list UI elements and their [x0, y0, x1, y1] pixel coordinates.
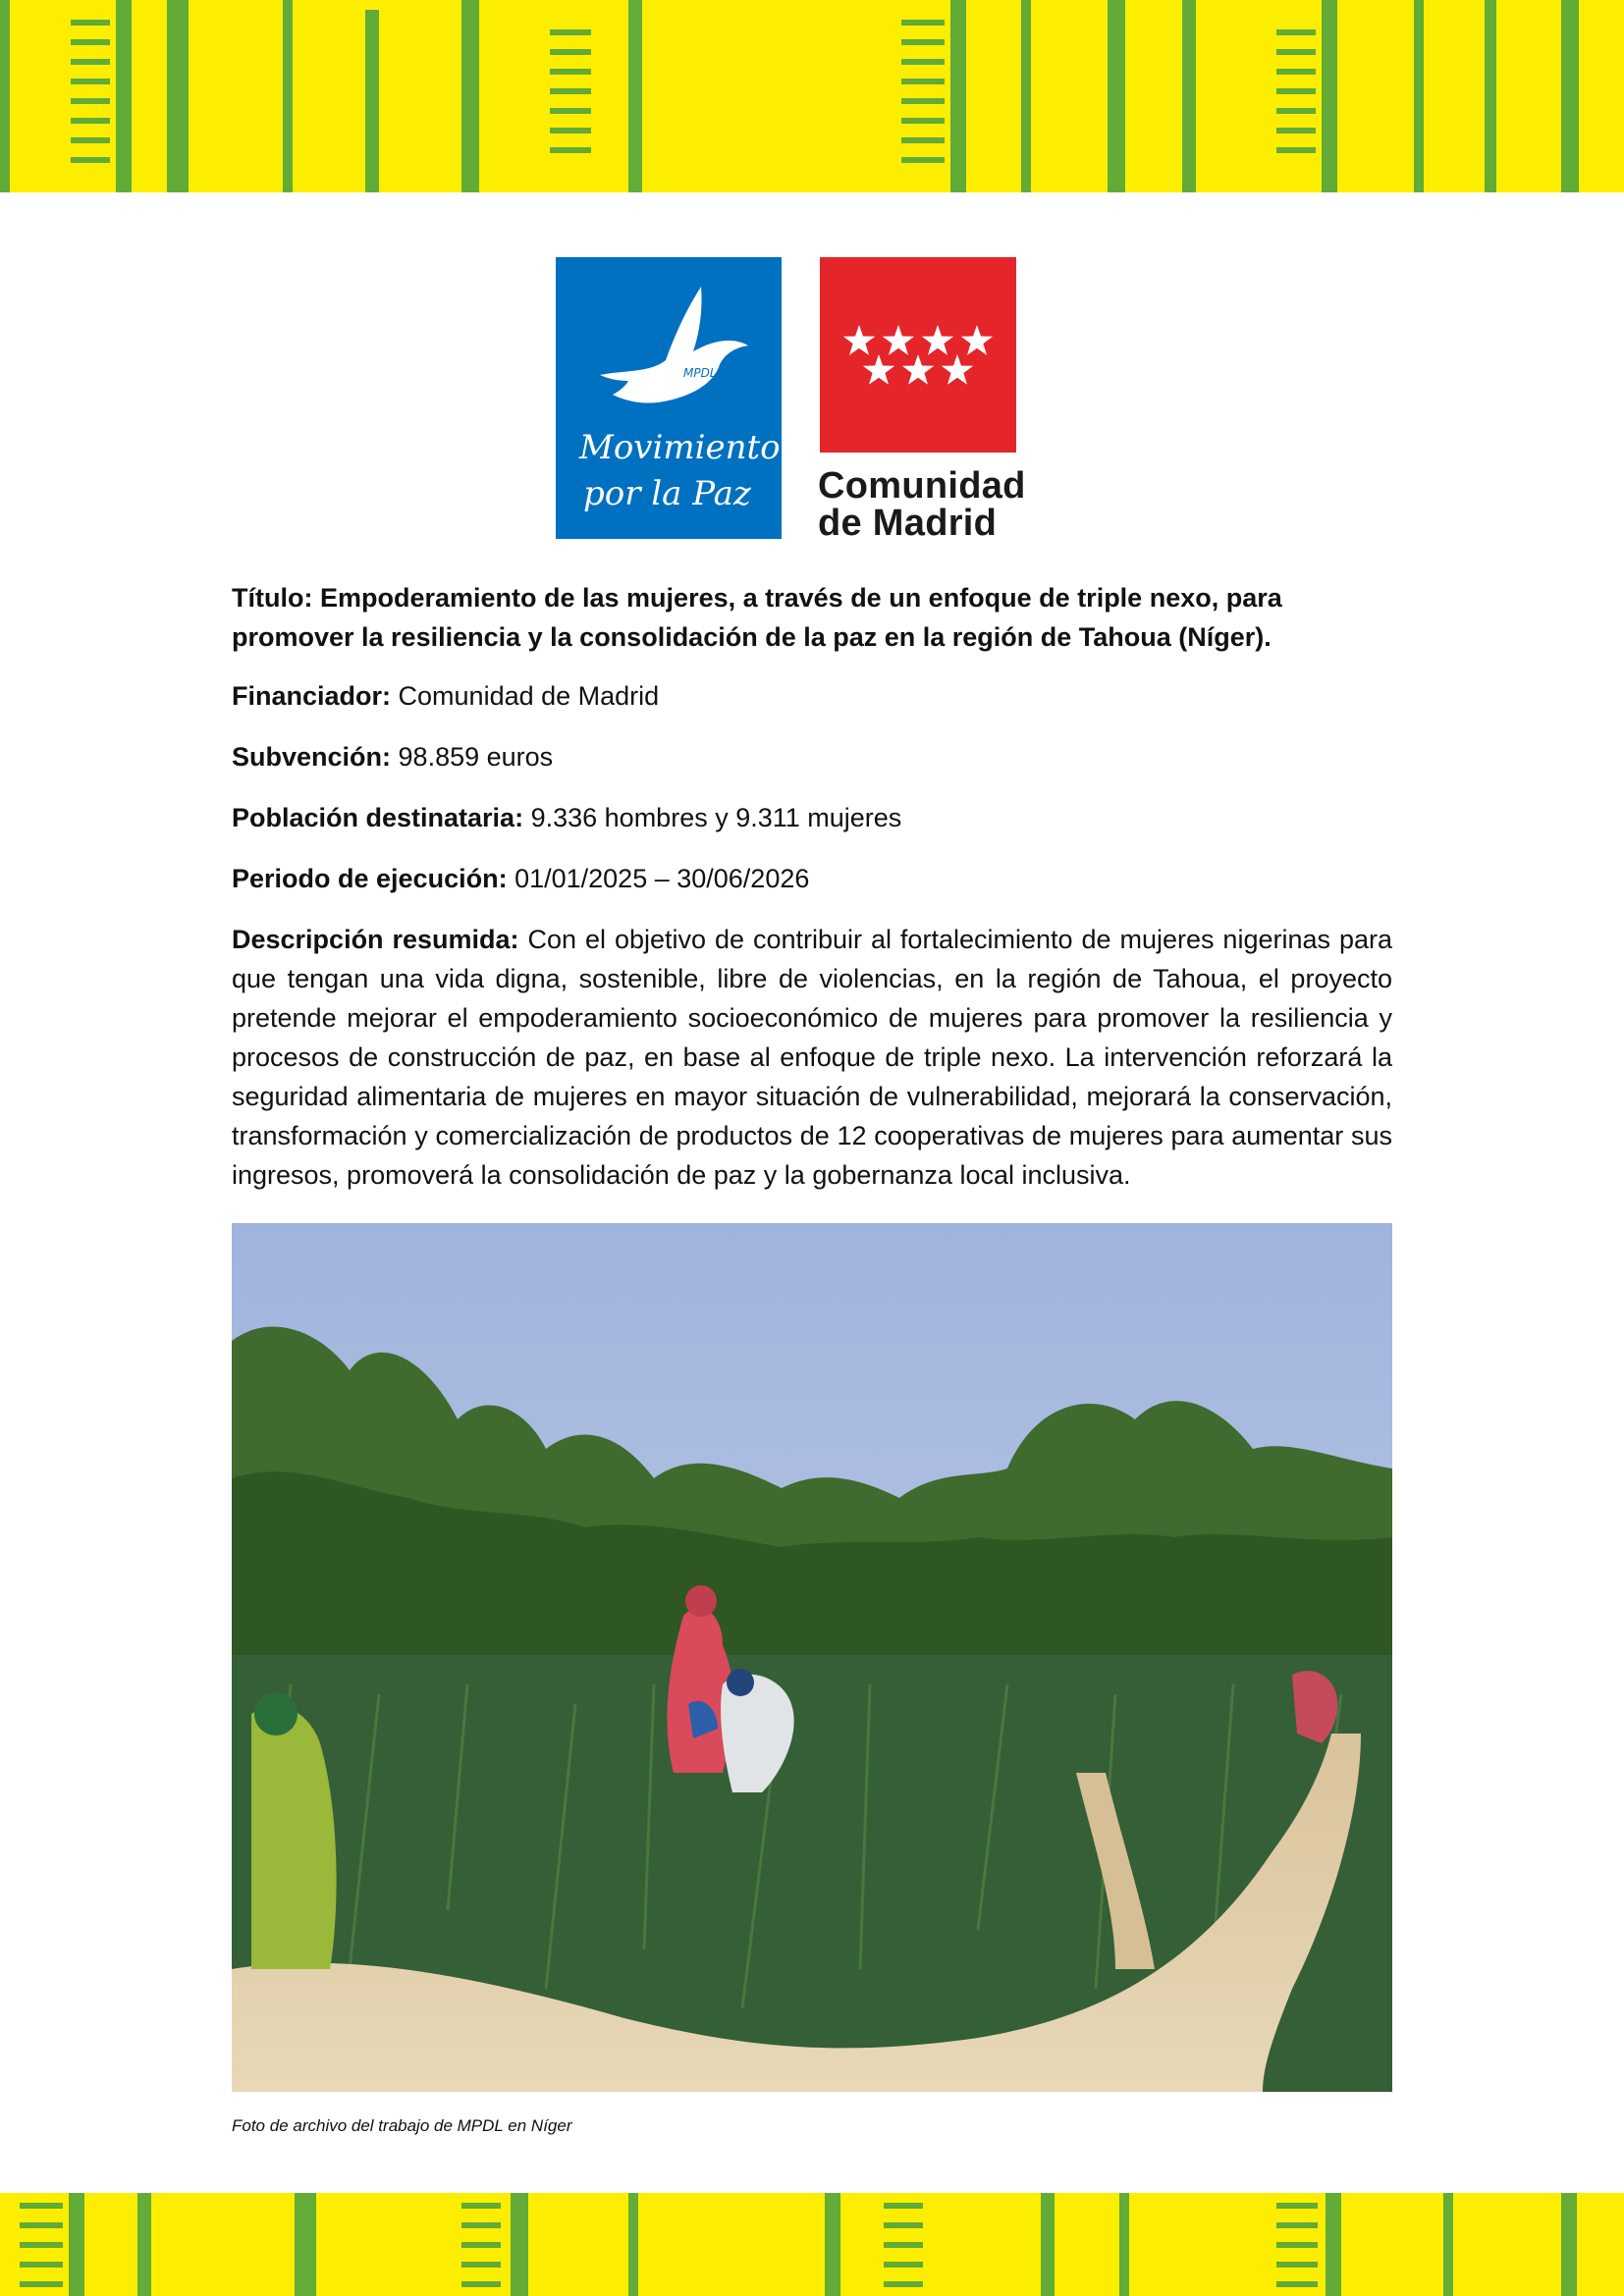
field-label: Subvención:: [232, 742, 392, 772]
dove-icon: [556, 257, 782, 539]
band-pattern: [0, 2193, 1624, 2296]
comunidad-madrid-logo: [818, 257, 1026, 544]
field-value: 01/01/2025 – 30/06/2026: [514, 864, 810, 893]
logos-header: [556, 257, 1026, 544]
field-label: Población destinataria:: [232, 803, 524, 832]
svg-text:Movimiento: Movimiento: [579, 428, 781, 467]
top-decorative-band: [0, 0, 1624, 192]
field-label: Periodo de ejecución:: [232, 864, 508, 893]
field-value: 9.336 hombres y 9.311 mujeres: [530, 803, 902, 832]
field-subvencion: [232, 737, 1392, 776]
project-title: Título: Empoderamiento de las mujeres, a través de un enfoque de triple nexo, para promover la resiliencia y la consolidación de la paz en la región de Tahoua (Níger).: [232, 583, 1282, 652]
field-financiador: [232, 676, 1392, 716]
field-descripcion: [232, 920, 1392, 1195]
wordmark-line1: Comunidad: [818, 465, 1026, 507]
band-pattern: [0, 0, 1624, 192]
bottom-decorative-band: [0, 2193, 1624, 2296]
comunidad-madrid-wordmark: [818, 467, 1024, 542]
field-periodo: [232, 859, 1392, 898]
field-photo: [232, 1223, 1392, 2092]
madrid-flag: [820, 257, 1016, 453]
stars-icon: [820, 257, 1016, 453]
field-value: Con el objetivo de contribuir al fortalecimiento de mujeres nigerinas para que tengan una vida digna, sostenible, libre de violencias, en la región de Tahoua, el proyecto pretende mejorar el empoderamiento socioeconómico de mujeres para promover la resiliencia y procesos de construcción de paz, en base al enfoque de triple nexo. La intervención reforzará la seguridad alimentaria de mujeres en mayor situación de vulnerabilidad, mejorará la conservación, transformación y comercialización de productos de 12 cooperativas de mujeres para aumentar sus ingresos, promoverá la consolidación de paz y la gobernanza local inclusiva.: [232, 925, 1392, 1190]
wordmark-line2: de Madrid: [818, 503, 998, 544]
photo-illustration: [232, 1223, 1392, 2092]
field-poblacion: [232, 798, 1392, 837]
field-value: 98.859 euros: [398, 742, 554, 772]
mpdl-logo: [556, 257, 782, 539]
project-sheet: [232, 578, 1392, 1195]
field-label: Financiador:: [232, 681, 392, 711]
field-label: Descripción resumida:: [232, 925, 519, 954]
photo-caption: Foto de archivo del trabajo de MPDL en Níger: [232, 2116, 572, 2135]
svg-text:MPDL: MPDL: [683, 366, 717, 380]
field-value: Comunidad de Madrid: [398, 681, 660, 711]
svg-text:por la Paz: por la Paz: [583, 474, 751, 513]
